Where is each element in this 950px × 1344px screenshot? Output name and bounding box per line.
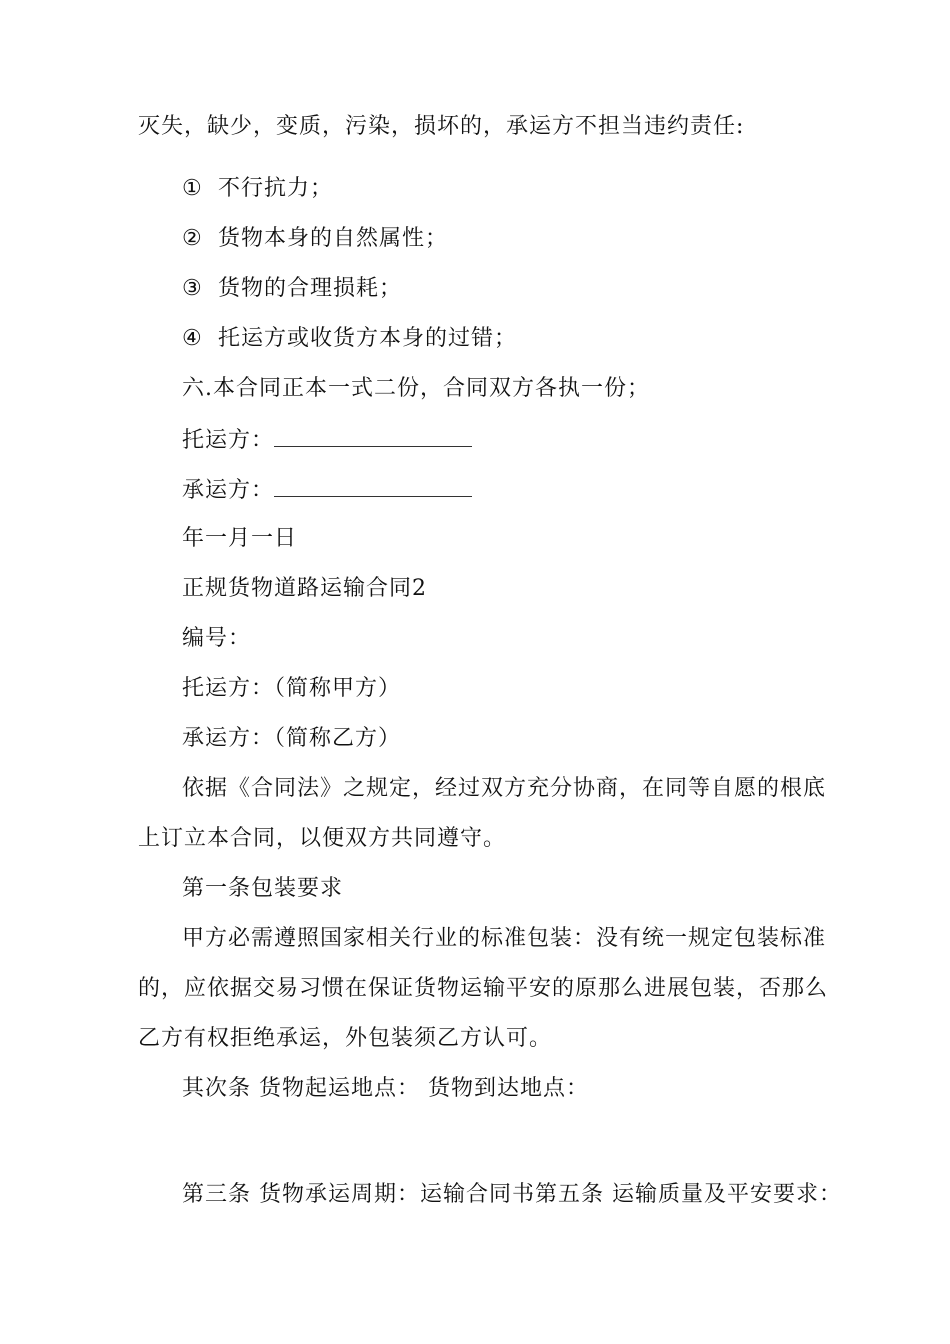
list-text: 托运方或收货方本身的过错； xyxy=(218,326,518,351)
article-line: 其次条 货物起运地点： 货物到达地点： xyxy=(182,1076,589,1101)
signature-blank xyxy=(274,424,472,447)
list-number: ③ xyxy=(182,276,203,301)
paragraph-line: 依据《合同法》之规定，经过双方充分协商，在同等自愿的根底 xyxy=(182,776,827,801)
list-item xyxy=(182,324,517,354)
list-number: ① xyxy=(182,176,203,201)
list-item xyxy=(182,174,333,204)
paragraph-line: 乙方有权拒绝承运，外包装须乙方认可。 xyxy=(138,1026,553,1051)
signature-line-shipper xyxy=(182,424,472,456)
signature-label: 托运方： xyxy=(182,428,275,453)
paragraph-line: 上订立本合同，以便双方共同遵守。 xyxy=(138,826,507,851)
paragraph-line: 的，应依据交易习惯在保证货物运输平安的原那么进展包装，否那么 xyxy=(138,976,829,1001)
paragraph-line: 六.本合同正本一式二份，合同双方各执一份； xyxy=(182,376,650,401)
party-b-line: 承运方：（简称乙方） xyxy=(182,726,402,751)
signature-label: 承运方： xyxy=(182,478,275,503)
date-line: 年一月一日 xyxy=(182,526,298,551)
signature-blank xyxy=(274,474,472,497)
list-number: ④ xyxy=(182,326,203,351)
list-text: 货物的合理损耗； xyxy=(218,276,403,301)
list-number: ② xyxy=(182,226,203,251)
list-item xyxy=(182,224,448,254)
article-heading: 第一条包装要求 xyxy=(182,876,344,901)
party-a-line: 托运方：（简称甲方） xyxy=(182,676,402,701)
list-text: 不行抗力； xyxy=(218,176,334,201)
paragraph-line: 甲方必需遵照国家相关行业的标准包装：没有统一规定包装标准 xyxy=(182,926,827,951)
section-title: 正规货物道路运输合同2 xyxy=(182,576,427,601)
article-line: 第三条 货物承运周期：运输合同书第五条 运输质量及平安要求： xyxy=(182,1182,842,1207)
paragraph-line: 灭失，缺少，变质，污染，损坏的，承运方不担当违约责任: xyxy=(138,114,745,139)
list-item xyxy=(182,274,402,304)
list-text: 货物本身的自然属性； xyxy=(218,226,449,251)
signature-line-carrier xyxy=(182,474,472,506)
number-label: 编号： xyxy=(182,626,252,651)
